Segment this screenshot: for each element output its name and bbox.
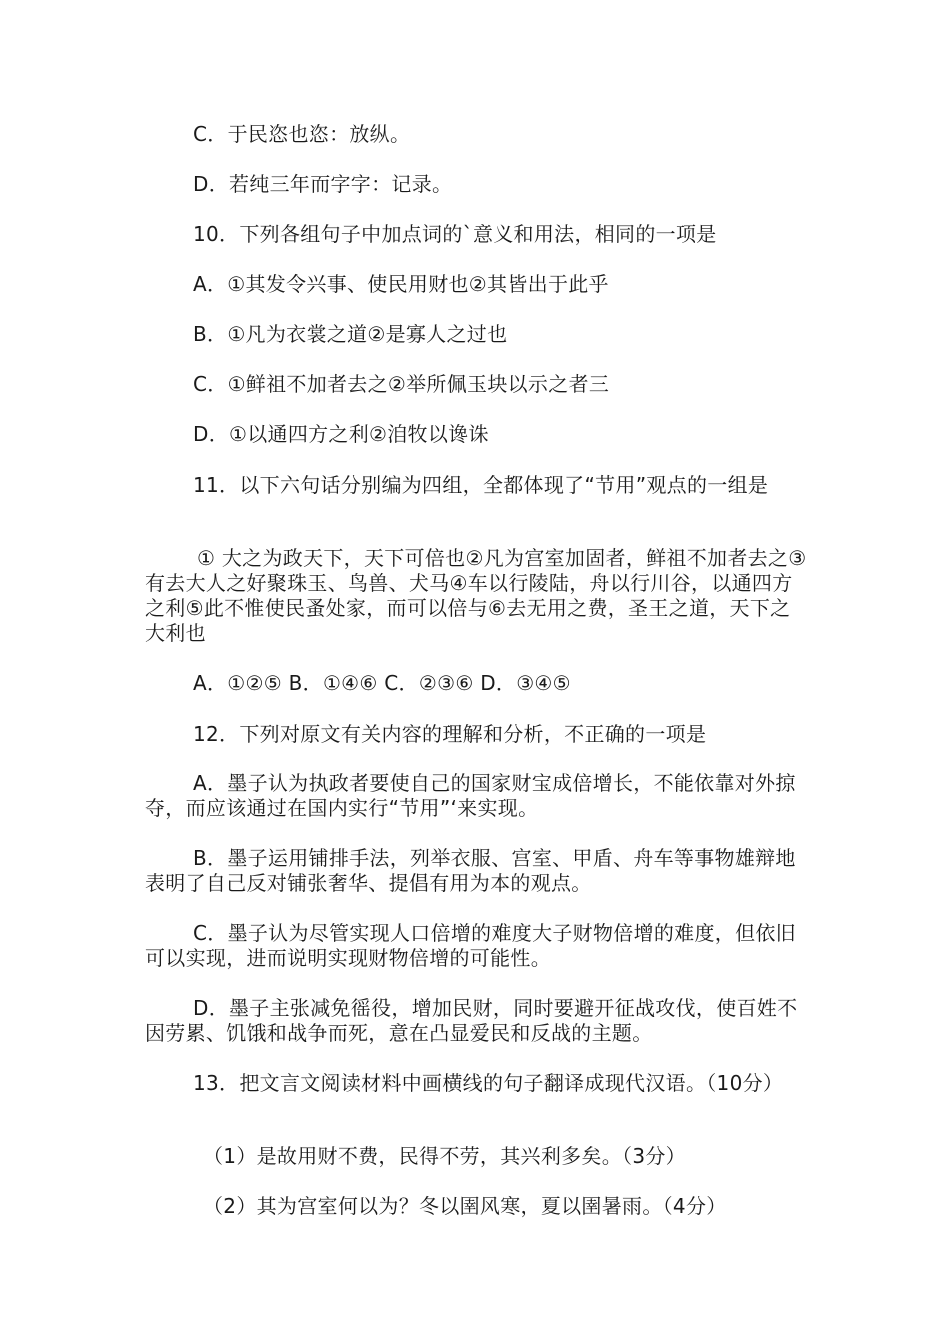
question-11: 11．以下六句话分别编为四组，全都体现了“节用”观点的一组是 xyxy=(193,473,769,497)
q12-option-a: A．墨子认为执政者要使自己的国家财宝成倍增长，不能依靠对外掠夺，而应该通过在国内实行“节用”‘来实现。 xyxy=(145,771,796,820)
question-12: 12．下列对原文有关内容的理解和分析，不正确的一项是 xyxy=(193,722,707,746)
q10-option-a: A．①其发令兴事、使民用财也②其皆出于此乎 xyxy=(193,272,609,296)
q10-option-d: D．①以通四方之利②洎牧以谗诛 xyxy=(193,422,489,446)
question-10: 10．下列各组句子中加点词的`意义和用法，相同的一项是 xyxy=(193,222,717,246)
q10-option-b: B．①凡为衣裳之道②是寡人之过也 xyxy=(193,322,508,346)
q13-part-1: （1）是故用财不费，民得不劳，其兴利多矣。（3分） xyxy=(203,1144,686,1168)
question-13: 13．把文言文阅读材料中画横线的句子翻译成现代汉语。（10分） xyxy=(193,1071,784,1095)
q10-option-c: C．①鲜祖不加者去之②举所佩玉块以示之者三 xyxy=(193,372,610,396)
q12-option-c: C．墨子认为尽管实现人口倍增的难度大子财物倍增的难度，但依旧可以实现，进而说明实现财物倍增的可能性。 xyxy=(145,921,796,970)
option-c-line: C．于民恣也恣：放纵。 xyxy=(193,122,411,146)
q12-option-d: D．墨子主张减免徭役，增加民财，同时要避开征战攻伐，使百姓不因劳累、饥饿和战争而死，意在凸显爱民和反战的主题。 xyxy=(145,996,798,1045)
option-d-line: D．若纯三年而字字：记录。 xyxy=(193,172,453,196)
q11-options: A．①②⑤ B．①④⑥ C．②③⑥ D．③④⑤ xyxy=(193,671,571,695)
q12-option-b: B．墨子运用铺排手法，列举衣服、宫室、甲盾、舟车等事物雄辩地表明了自己反对铺张奢华、提倡有用为本的观点。 xyxy=(145,846,796,895)
q11-sentences: ① 大之为政天下，天下可倍也②凡为宫室加固者，鲜祖不加者去之③有去大人之好聚珠玉、鸟兽、犬马④车以行陵陆，舟以行川谷，以通四方之利⑤此不惟使民蚤处家，而可以倍与⑥去无用之费，圣王之道，天下之大利也 xyxy=(145,546,807,645)
q13-part-2: （2）其为宫室何以为？冬以圉风寒，夏以圉暑雨。（4分） xyxy=(203,1194,727,1218)
